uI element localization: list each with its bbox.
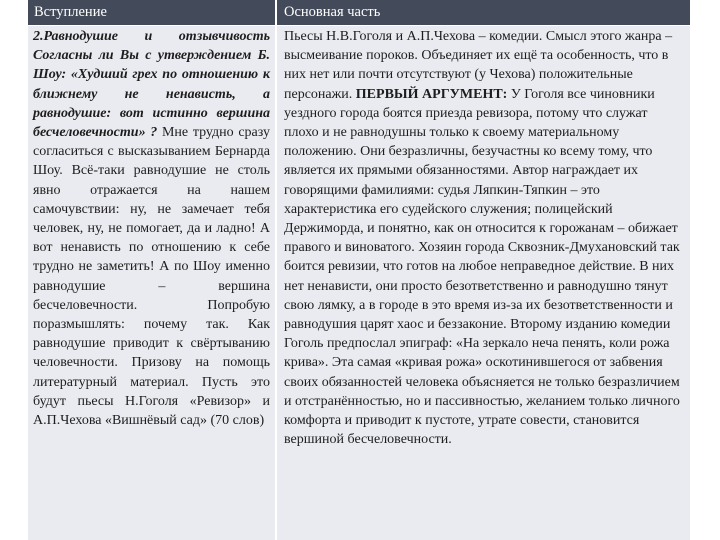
main-text-1: Пьесы Н.В.Гоголя и А.П.Чехова – комедии. Смысл этого жанра – высмеивание пороков. Объединяет их ещё та особенность, что в них нет или почти отсутствуют (у Чехова) положительные персонажи. — [284, 29, 673, 102]
intro-text: Мне трудно сразу согласиться с высказыванием Бернарда Шоу. Всё-таки равнодушие не столь явно отражается на нашем самочувствии: ну, не замечает тебя человек, ну, не помогает, да и ладно! А вот ненависть по отношению к себе трудно не заметить! А по Шоу именно равнодушие – вершина бесчеловечности. Попробую поразмышлять: почему так. Как равнодушие приводит к свёртыванию человечности. Призову на помощь литературный материал. Пусть это будут пьесы Н.Гоголя «Ревизор» и А.П.Чехова «Вишнёвый сад» (70 слов) — [33, 125, 271, 429]
header-main: Основная часть — [284, 4, 381, 20]
header-intro: Вступление — [34, 4, 107, 20]
main-paragraph — [284, 27, 684, 449]
table-header-row — [28, 0, 690, 26]
intro-cell — [28, 27, 274, 540]
column-divider — [275, 0, 277, 540]
main-cell — [278, 27, 690, 540]
intro-paragraph — [33, 27, 270, 430]
intro-lead-question: 2.Равнодушие и отзывчивость Согласны ли Вы с утверждением Б. Шоу: «Худший грех по отношению к ближнему не ненависть, а равнодушие: вот истинно вершина бесчеловечности» ? — [33, 29, 270, 141]
argument-label: ПЕРВЫЙ АРГУМЕНТ: — [355, 86, 508, 102]
document-table — [28, 0, 690, 540]
main-text-2: У Гоголя все чиновники уездного города боятся приезда ревизора, потому что служат плохо и не равнодушны только к своему материальному положению. Они безразличны, безучастны ко всему тому, что является их прямыми обязанностями. Автор награждает их говорящими фамилиями: судья Ляпкин-Тяпкин – это характеристика его судейского служения; полицейский Держиморда, и понятно, как он относится к горожанам – обижает правого и виноватого. Хозяин города Сквозник-Дмухановский так боится ревизии, что готов на любое неправедное действие. В них нет ненависти, они просто безответственно и равнодушно тянут свою лямку, а в городе в это время из-за их безответственности и равнодушия царят хаос и беззаконие. Второму изданию комедии Гоголь предпослал эпиграф: «На зеркало неча пенять, коли рожа крива». Эта самая «кривая рожа» оскотинившегося от забвения своих обязанностей человека объясняется не только безразличием и отстранённостью, но и пассивностью, желанием только личного комфорта и приводит к пустоте, утрате совести, становится вершиной бесчеловечности. — [284, 86, 680, 448]
